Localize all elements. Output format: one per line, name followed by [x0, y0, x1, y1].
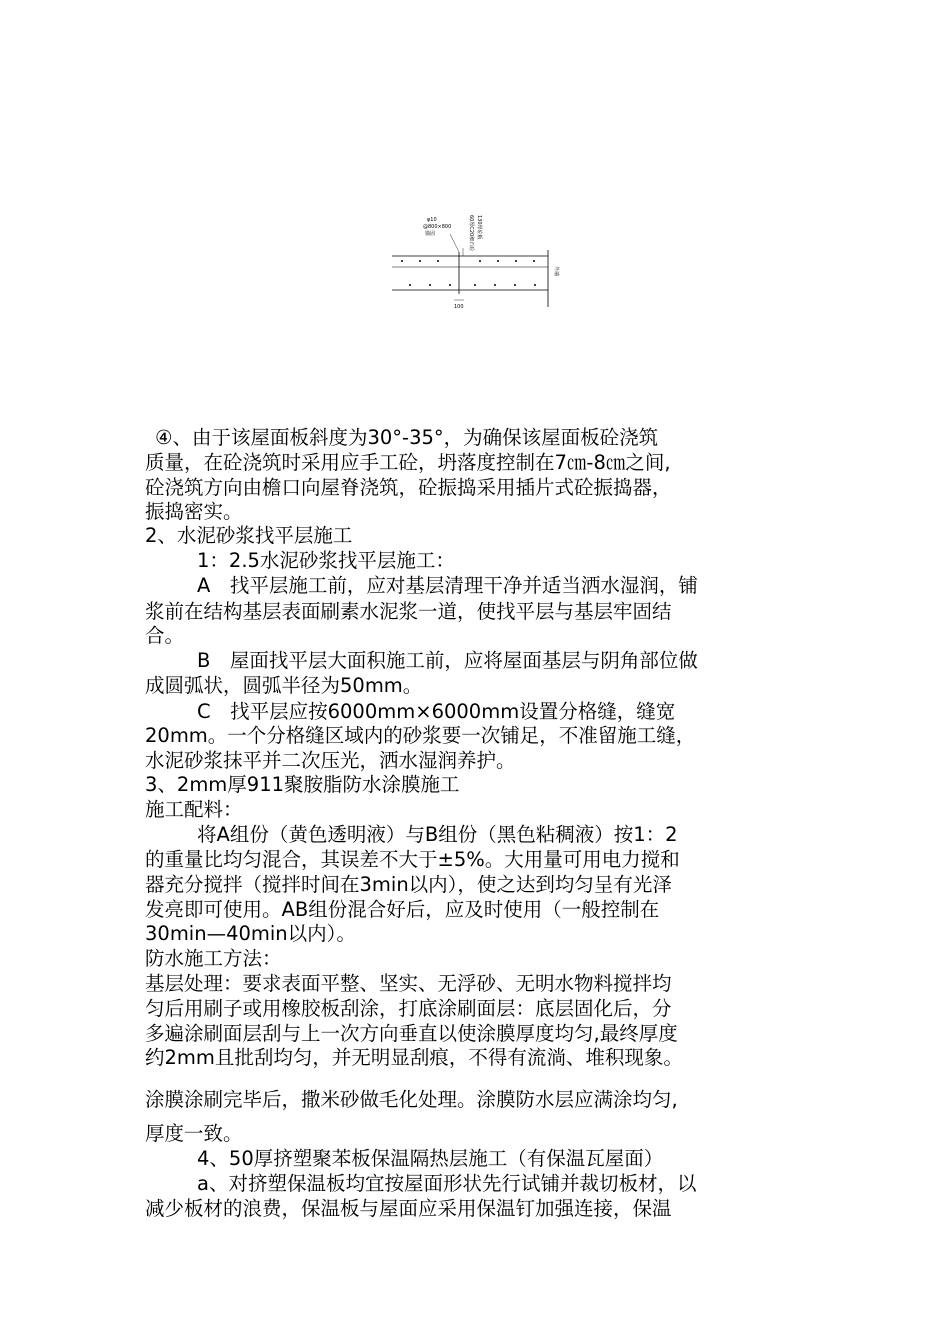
- text-line: 成圆弧状，圆弧半径为50mm。: [145, 674, 423, 697]
- text-line: 器充分搅拌（搅拌时间在3min以内），使之达到均匀呈有光泽: [145, 873, 672, 896]
- text-line: 浆前在结构基层表面刷素水泥浆一道，使找平层与基层牢固结: [145, 600, 672, 623]
- subsection-heading: 施工配料：: [145, 798, 243, 821]
- text-line: B 屋面找平层大面积施工前，应将屋面基层与阴角部位做: [197, 649, 698, 672]
- text-line: 涂膜涂刷完毕后，撒米砂做毛化处理。涂膜防水层应满涂均匀,: [145, 1088, 678, 1111]
- text-line: 砼浇筑方向由檐口向屋脊浇筑，砼振捣采用插片式砼振捣器，: [145, 476, 672, 499]
- spacing-label: @800×800: [423, 224, 452, 230]
- layer1-label: 60厚C20细石砼: [468, 215, 474, 252]
- rebar-dots-top: [401, 260, 535, 262]
- text-line: 振捣密实。: [145, 500, 243, 523]
- text-line: 匀后用刷子或用橡胶板刮涂，打底涂刷面层：底层固化后，分: [145, 997, 672, 1020]
- leader-line: [450, 234, 459, 252]
- text-line: 水泥砂浆抹平并二次压光，洒水湿润养护。: [145, 749, 516, 772]
- text-line: C 找平层应按6000mm×6000mm设置分格缝，缝宽: [197, 700, 676, 723]
- rebar-dots-bottom: [409, 284, 536, 286]
- subsection-heading: 1：2.5水泥砂浆找平层施工：: [197, 549, 455, 572]
- text-line: 基层处理：要求表面平整、坚实、无浮砂、无明水物料搅拌均: [145, 972, 672, 995]
- text-line: ④、由于该屋面板斜度为30°-35°，为确保该屋面板砼浇筑: [155, 426, 659, 449]
- section-heading: 3、2mm厚911聚胺脂防水涂膜施工: [145, 773, 460, 796]
- text-line: 的重量比均匀混合，其误差不大于±5%。大用量可用电力搅和: [145, 848, 680, 871]
- text-line: 厚度一致。: [145, 1122, 243, 1145]
- roof-section-diagram: [390, 212, 570, 312]
- text-line: 减少板材的浪费，保温板与屋面应采用保温钉加强连接，保温: [145, 1197, 672, 1220]
- text-line: 20mm。一个分格缝区域内的砂浆要一次铺足，不准留施工缝，: [145, 724, 696, 747]
- section-heading: 4、50厚挤塑聚苯板保温隔热层施工（有保温瓦屋面）: [197, 1147, 664, 1170]
- text-line: A 找平层施工前，应对基层清理干净并适当洒水湿润，铺: [197, 574, 698, 597]
- wall-label: 外墙: [553, 266, 559, 277]
- text-line: 质量，在砼浇筑时采用应手工砼，坍落度控制在7㎝-8㎝之间,: [145, 451, 671, 474]
- text-line: 多遍涂刷面层刮与上一次方向垂直以使涂膜厚度均匀,最终厚度: [145, 1022, 678, 1045]
- text-line: a、对挤塑保温板均宜按屋面形状先行试铺并裁切板材，以: [197, 1172, 697, 1195]
- text-line: 约2mm且批刮均匀，并无明显刮痕，不得有流淌、堆积现象。: [145, 1046, 683, 1069]
- dimension-label: 100: [454, 304, 464, 310]
- text-line: 30min—40min以内）。: [145, 922, 356, 945]
- text-line: 发亮即可使用。AB组份混合好后，应及时使用（一般控制在: [145, 898, 660, 921]
- subsection-heading: 防水施工方法：: [145, 947, 282, 970]
- anchor-label: 锚固: [425, 231, 436, 237]
- layer2-label: 130厚砼板: [476, 215, 482, 240]
- rebar-label: φ10: [427, 217, 437, 223]
- text-line: 合。: [145, 624, 185, 647]
- section-heading: 2、水泥砂浆找平层施工: [145, 524, 353, 547]
- text-line: 将A组份（黄色透明液）与B组份（黑色粘稠液）按1：2: [197, 823, 678, 846]
